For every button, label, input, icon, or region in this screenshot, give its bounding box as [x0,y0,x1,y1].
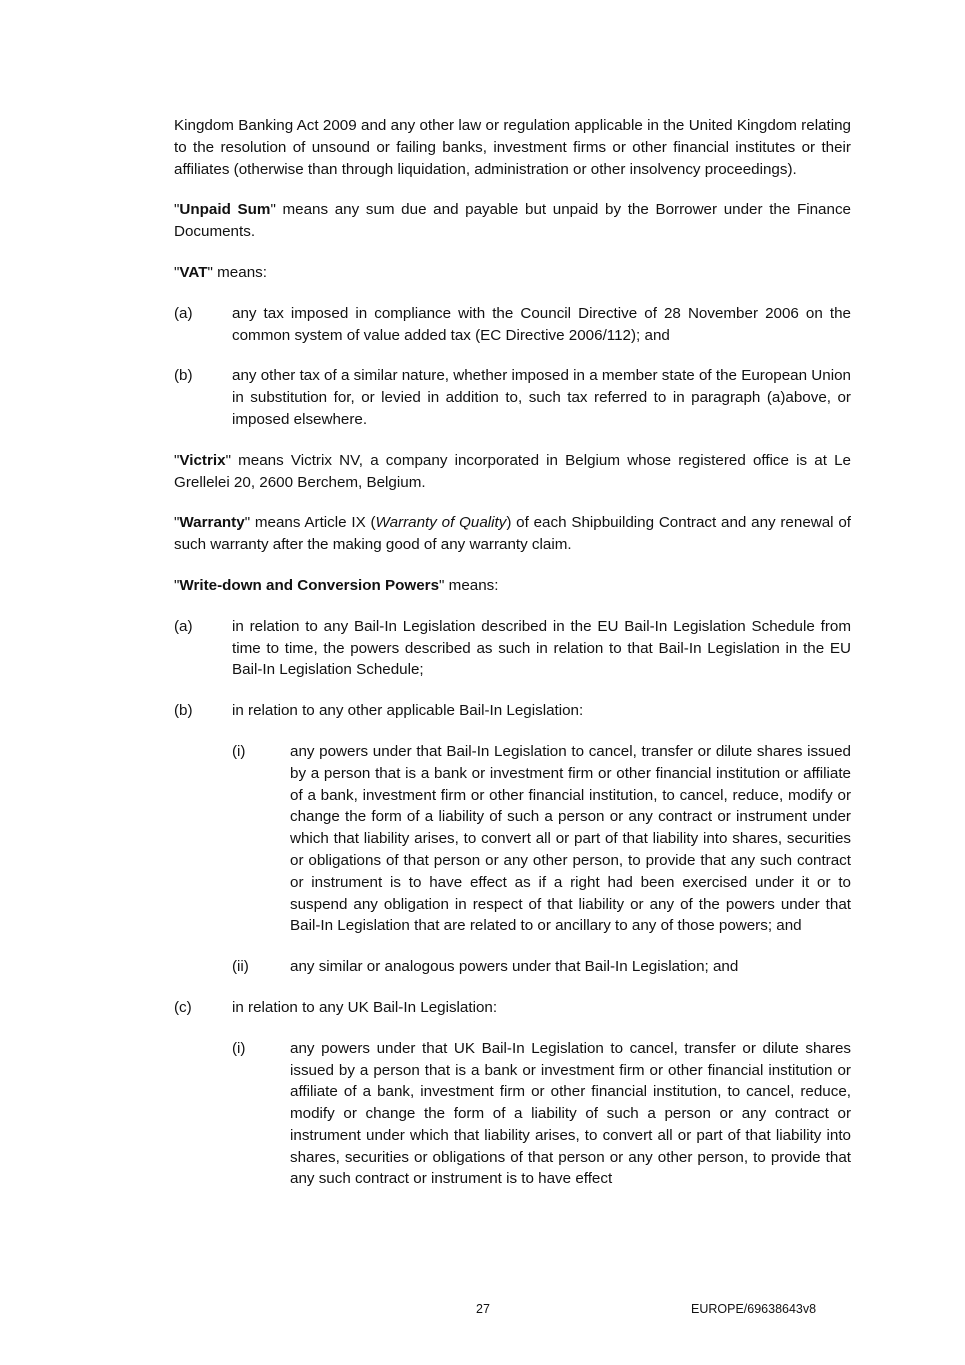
item-text: any tax imposed in compliance with the Council Directive of 28 November 2006 on the common system of value added tax (EC Directive 2006/112); and [232,304,851,344]
item-label: (c) [174,998,192,1016]
sub-item-text: any powers under that UK Bail-In Legislation to cancel, transfer or dilute shares issued by a person that is a bank or investment firm or other financial institution or affiliate of a bank, investment firm or other financial institution, to cancel, reduce, modify or change the form of a liability of such a person or any contract or instrument under which that liability arises, to convert all or part of that liability into shares, securities or obligations of that person or any other person, to provide that any such contract or instrument is to have effect [290,1039,851,1188]
term-write-down: Write-down and Conversion Powers [179,576,440,594]
item-label: (b) [174,367,193,385]
term-victrix: Victrix [179,451,226,469]
vat-item-a [174,303,851,347]
item-label: (a) [174,617,193,635]
definition-write-down: "Write-down and Conversion Powers" means: [174,576,499,594]
item-text: in relation to any UK Bail-In Legislation: [232,998,498,1016]
document-body [174,115,851,1209]
item-label: (a) [174,304,193,322]
definition-text: means: [212,263,267,281]
definition-text: means Victrix NV, a company incorporated in Belgium whose registered office is at Le Grellelei 20, 2600 Berchem, Belgium. [174,451,851,491]
write-down-item-b-ii [174,956,851,978]
write-down-item-b-i [174,741,851,937]
definition-vat: "VAT" means: [174,263,267,281]
sub-item-label: (i) [232,742,246,760]
document-reference: EUROPE/69638643v8 [691,1302,817,1316]
italic-reference: Warranty of Quality [375,514,507,532]
item-text: any other tax of a similar nature, whether imposed in a member state of the European Union in substitution for, or levied in addition to, such tax referred to in paragraph (a)above, or imposed elsewhere. [232,367,851,428]
sub-item-text: any powers under that Bail-In Legislation to cancel, transfer or dilute shares issued by a person that is a bank or investment firm or other financial institution or affiliate of a bank, investment firm or other financial institution, to cancel, reduce, modify or change the form of a liability of such a person or any contract or instrument under which that liability arises, to convert all or part of that liability into shares, securities or obligations of that person or any other person, to provide that any such contract or instrument is to have effect as if a right had been exercised under it or to suspend any obligation in respect of that liability or any of the powers under that Bail-In Legislation that are related to or ancillary to any of those powers; and [290,742,851,935]
write-down-item-c [174,997,851,1019]
sub-item-label: (i) [232,1039,246,1057]
definition-warranty: "Warranty" means Article IX (Warranty of Quality) of each Shipbuilding Contract and any renewal of such warranty after the making good of any warranty claim. [174,514,851,554]
write-down-item-c-i [174,1038,851,1191]
item-text: in relation to any other applicable Bail-In Legislation: [232,702,584,720]
definition-text: ) of each Shipbuilding Contract and any renewal of such warranty after the making good of any warranty claim. [174,514,851,554]
definition-text: means any sum due and payable but unpaid by the Borrower under the Finance Documents. [174,201,851,241]
term-vat: VAT [179,263,208,281]
sub-item-label: (ii) [232,958,249,976]
item-text: in relation to any Bail-In Legislation described in the EU Bail-In Legislation Schedule from time to time, the powers described as such in relation to that Bail-In Legislation in the EU Bail-In Legislation Schedule; [232,617,851,679]
sub-item-text: any similar or analogous powers under that Bail-In Legislation; and [290,958,739,976]
page-number: 27 [476,1302,490,1316]
definition-victrix: "Victrix" means Victrix NV, a company incorporated in Belgium whose registered office is at Le Grellelei 20, 2600 Berchem, Belgium. [174,451,851,491]
definition-text: means: [444,576,499,594]
term-warranty: Warranty [179,514,245,532]
write-down-item-b [174,700,851,722]
item-label: (b) [174,702,193,720]
intro-paragraph: Kingdom Banking Act 2009 and any other law or regulation applicable in the United Kingdom relating to the resolution of unsound or failing banks, investment firms or other financial institutes or their affiliates (otherwise than through liquidation, administration or other insolvency proceedings). [174,117,851,178]
term-unpaid-sum: Unpaid Sum [179,201,271,219]
write-down-item-a [174,616,851,681]
vat-item-b [174,365,851,430]
page-footer [0,1302,965,1320]
definition-unpaid-sum: "Unpaid Sum" means any sum due and payable but unpaid by the Borrower under the Finance Documents. [174,201,851,241]
definition-text: means Article IX ( [250,514,376,532]
